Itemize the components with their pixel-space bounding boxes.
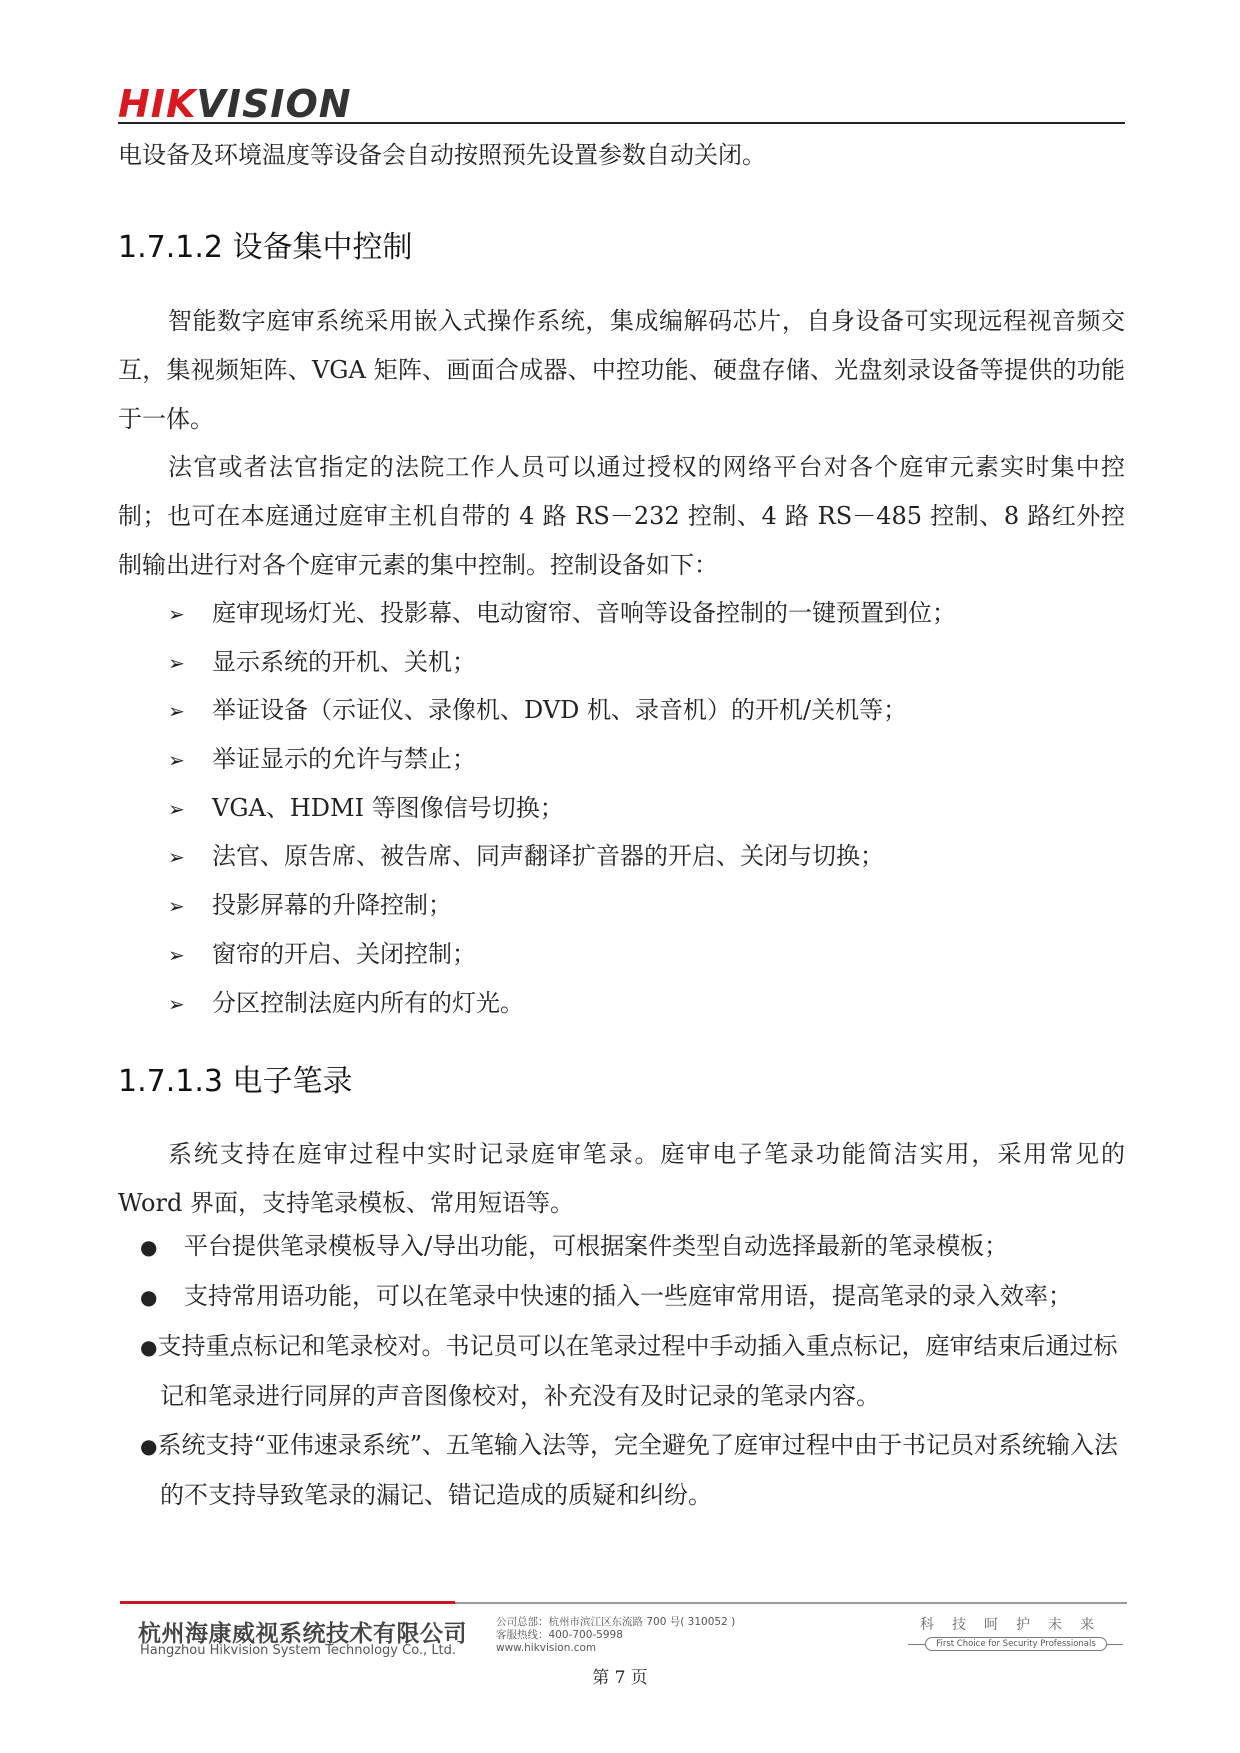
dot-bullet-icon: ● — [140, 1285, 158, 1309]
footer-website-line: www.hikvision.com — [496, 1642, 597, 1654]
arrow-bullet-icon: ➢ — [168, 942, 185, 967]
list-item — [168, 979, 1128, 1028]
control-device-list — [168, 589, 1128, 1027]
footer-company-cn: 杭州海康威视系统技术有限公司 — [138, 1621, 467, 1647]
footer-address-line: 公司总部：杭州市滨江区东流路 700 号( 310052 ) — [496, 1616, 736, 1628]
footer-company-en: Hangzhou Hikvision System Technology Co., Ltd. — [140, 1643, 457, 1658]
footer-address — [496, 1616, 735, 1655]
arrow-bullet-icon: ➢ — [168, 894, 185, 919]
list-item — [118, 1272, 1125, 1322]
list-item-text: 分区控制法庭内所有的灯光。 — [212, 988, 524, 1017]
paragraph-control-method: 法官或者法官指定的法院工作人员可以通过授权的网络平台对各个庭审元素实时集中控制；也可在本庭通过庭审主机自带的 4 路 RS－232 控制、4 路 RS－485 控制、8 路红外控制输出进行对各个庭审元素的集中控制。控制设备如下： — [118, 453, 1125, 579]
list-item — [168, 881, 1128, 930]
footer-hotline-line: 客服热线：400-700-5998 — [496, 1629, 623, 1641]
hikvision-logo — [118, 84, 352, 124]
dot-bullet-icon: ● — [140, 1335, 158, 1359]
list-item-text: 举证显示的允许与禁止； — [212, 745, 476, 774]
list-item — [168, 638, 1128, 687]
arrow-bullet-icon: ➢ — [168, 796, 185, 821]
section-heading-electronic-record: 1.7.1.3 电子笔录 — [118, 1064, 353, 1099]
list-item-text: 支持常用语功能，可以在笔录中快速的插入一些庭审常用语，提高笔录的录入效率； — [184, 1282, 1072, 1310]
list-item-text: 法官、原告席、被告席、同声翻译扩音器的开启、关闭与切换； — [212, 842, 884, 871]
dot-bullet-icon: ● — [140, 1434, 158, 1458]
header-divider — [118, 122, 1125, 124]
list-item-text: VGA、HDMI 等图像信号切换； — [212, 793, 564, 822]
page-number: 第 7 页 — [592, 1668, 648, 1688]
arrow-bullet-icon: ➢ — [168, 748, 185, 773]
list-item — [168, 589, 1128, 638]
list-item — [168, 784, 1128, 833]
paragraph-record-intro: 系统支持在庭审过程中实时记录庭审笔录。庭审电子笔录功能简洁实用，采用常见的 Word 界面，支持笔录模板、常用短语等。 — [118, 1140, 1125, 1217]
dot-bullet-icon: ● — [140, 1235, 158, 1259]
list-item-text: 投影屏幕的升降控制； — [212, 891, 452, 920]
list-item — [168, 832, 1128, 881]
logo-hik-text: HIK — [118, 82, 197, 126]
arrow-bullet-icon: ➢ — [168, 991, 185, 1016]
arrow-bullet-icon: ➢ — [168, 845, 185, 870]
list-item — [118, 1222, 1125, 1272]
footer-slogan: 科技呵护未来 — [920, 1617, 1112, 1633]
list-item — [168, 686, 1128, 735]
logo-vision-text: VISION — [196, 82, 352, 126]
arrow-bullet-icon: ➢ — [168, 699, 185, 724]
footer-badge: First Choice for Security Professionals — [925, 1637, 1107, 1651]
arrow-bullet-icon: ➢ — [168, 602, 185, 626]
record-feature-list — [118, 1222, 1125, 1520]
list-item-text: 举证设备（示证仪、录像机、DVD 机、录音机）的开机/关机等； — [212, 696, 908, 725]
paragraph-system-intro: 智能数字庭审系统采用嵌入式操作系统，集成编解码芯片，自身设备可实现远程视音频交互，集视频矩阵、VGA 矩阵、画面合成器、中控功能、硬盘存储、光盘刻录设备等提供的功能于一体。 — [118, 307, 1125, 433]
footer-badge-line-left — [908, 1644, 925, 1645]
list-item-text: 庭审现场灯光、投影幕、电动窗帘、音响等设备控制的一键预置到位； — [212, 599, 956, 627]
list-item — [168, 930, 1128, 979]
list-item — [138, 1322, 1125, 1421]
list-item-text: 显示系统的开机、关机； — [212, 647, 476, 676]
section-heading-device-control: 1.7.1.2 设备集中控制 — [118, 230, 413, 265]
footer-badge-line-right — [1106, 1644, 1123, 1645]
list-item — [168, 735, 1128, 784]
list-item-text: 支持重点标记和笔录校对。书记员可以在笔录过程中手动插入重点标记，庭审结束后通过标记和笔录进行同屏的声音图像校对，补充没有及时记录的笔录内容。 — [157, 1332, 1118, 1410]
list-item-text: 平台提供笔录模板导入/导出功能，可根据案件类型自动选择最新的笔录模板； — [184, 1232, 1009, 1260]
list-item-text: 窗帘的开启、关闭控制； — [212, 939, 476, 968]
list-item-text: 系统支持“亚伟速录系统”、五笔输入法等，完全避免了庭审过程中由于书记员对系统输入法的不支持导致笔录的漏记、错记造成的质疑和纠纷。 — [157, 1431, 1118, 1509]
continuation-paragraph: 电设备及环境温度等设备会自动按照预先设置参数自动关闭。 — [118, 141, 766, 169]
arrow-bullet-icon: ➢ — [168, 650, 185, 675]
footer-red-rule — [120, 1601, 455, 1604]
footer-gray-rule — [455, 1602, 1127, 1604]
list-item — [138, 1421, 1125, 1520]
